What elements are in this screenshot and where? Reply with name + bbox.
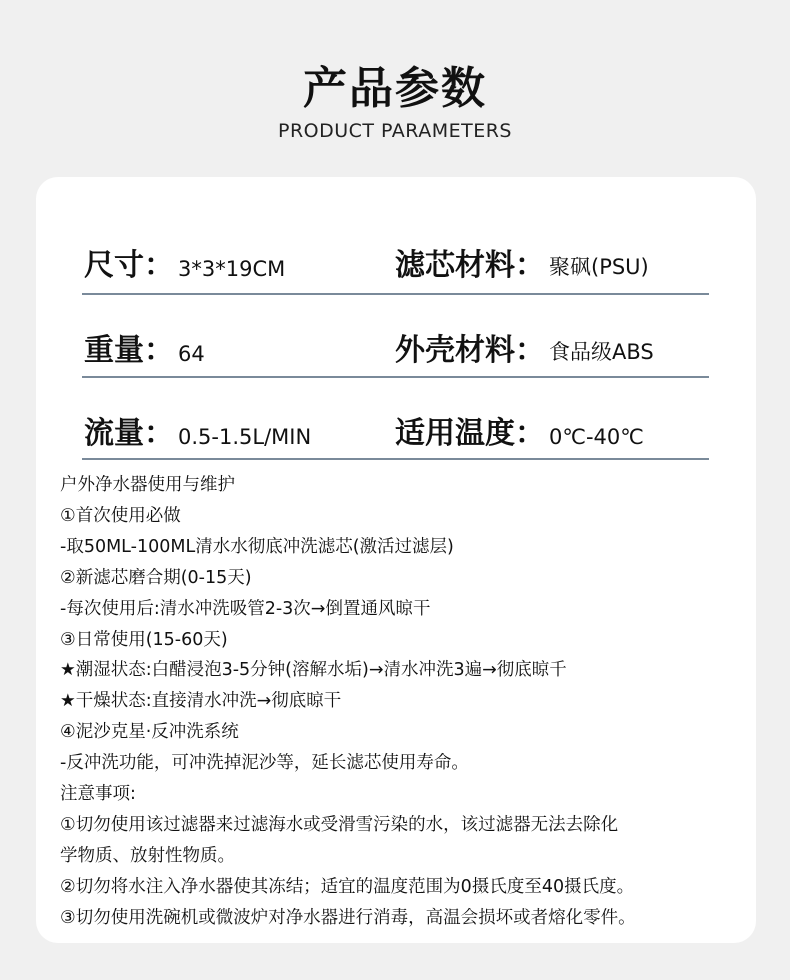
divider [82,293,709,295]
param-label: 滤芯材料： [395,248,545,283]
divider [82,376,709,378]
notes-line: ★干燥状态:直接清水冲洗→彻底晾干 [60,691,342,712]
notes-line: ③日常使用(15-60天) [60,629,228,650]
param-size [84,228,285,290]
param-label: 重量： [84,333,174,368]
notes-line: -反冲洗功能，可冲洗掉泥沙等，延长滤芯使用寿命。 [60,753,469,774]
notes-line: 学物质、放射性物质。 [60,845,235,866]
notes-line: ②新滤芯磨合期(0-15天) [60,567,252,588]
page-title: 产品参数 [303,63,487,114]
notes-line: ①首次使用必做 [60,505,181,526]
notes-line: 注意事项: [60,784,136,805]
param-weight [84,313,205,375]
param-flow [84,396,311,458]
param-value: 0.5-1.5L/MIN [178,425,312,449]
param-label: 尺寸： [84,248,174,283]
notes-line: -每次使用后:清水冲洗吸管2-3次→倒置通风晾干 [60,598,431,619]
page-subtitle: PRODUCT PARAMETERS [277,120,512,142]
divider [82,458,709,460]
notes-line: ③切勿使用洗碗机或微波炉对净水器进行消毒，高温会损坏或者熔化零件。 [60,907,636,928]
notes-line: 户外净水器使用与维护 [60,475,235,495]
param-filter-material [395,228,649,290]
notes-line: -取50ML-100ML清水水彻底冲洗滤芯(激活过滤层) [60,536,454,557]
param-value: 0℃-40℃ [549,425,644,449]
param-label: 外壳材料： [395,333,545,368]
notes-line: ①切勿使用该过滤器来过滤海水或受滑雪污染的水，该过滤器无法去除化 [60,814,619,835]
notes-line: ★潮湿状态:白醋浸泡3-5分钟(溶解水垢)→清水冲洗3遍→彻底晾千 [60,660,567,681]
param-value: 聚砜(PSU) [549,255,649,279]
notes-line: ②切勿将水注入净水器使其冻结；适宜的温度范围为0摄氏度至40摄氏度。 [60,876,635,897]
param-label: 适用温度： [395,416,545,451]
param-label: 流量： [84,416,174,451]
usage-notes [60,470,760,934]
param-value: 64 [178,342,205,366]
notes-line: ④泥沙克星·反冲洗系统 [60,722,239,743]
param-value: 3*3*19CM [178,257,286,281]
param-temperature [395,396,644,458]
param-shell-material [395,313,654,375]
param-value: 食品级ABS [549,340,654,364]
